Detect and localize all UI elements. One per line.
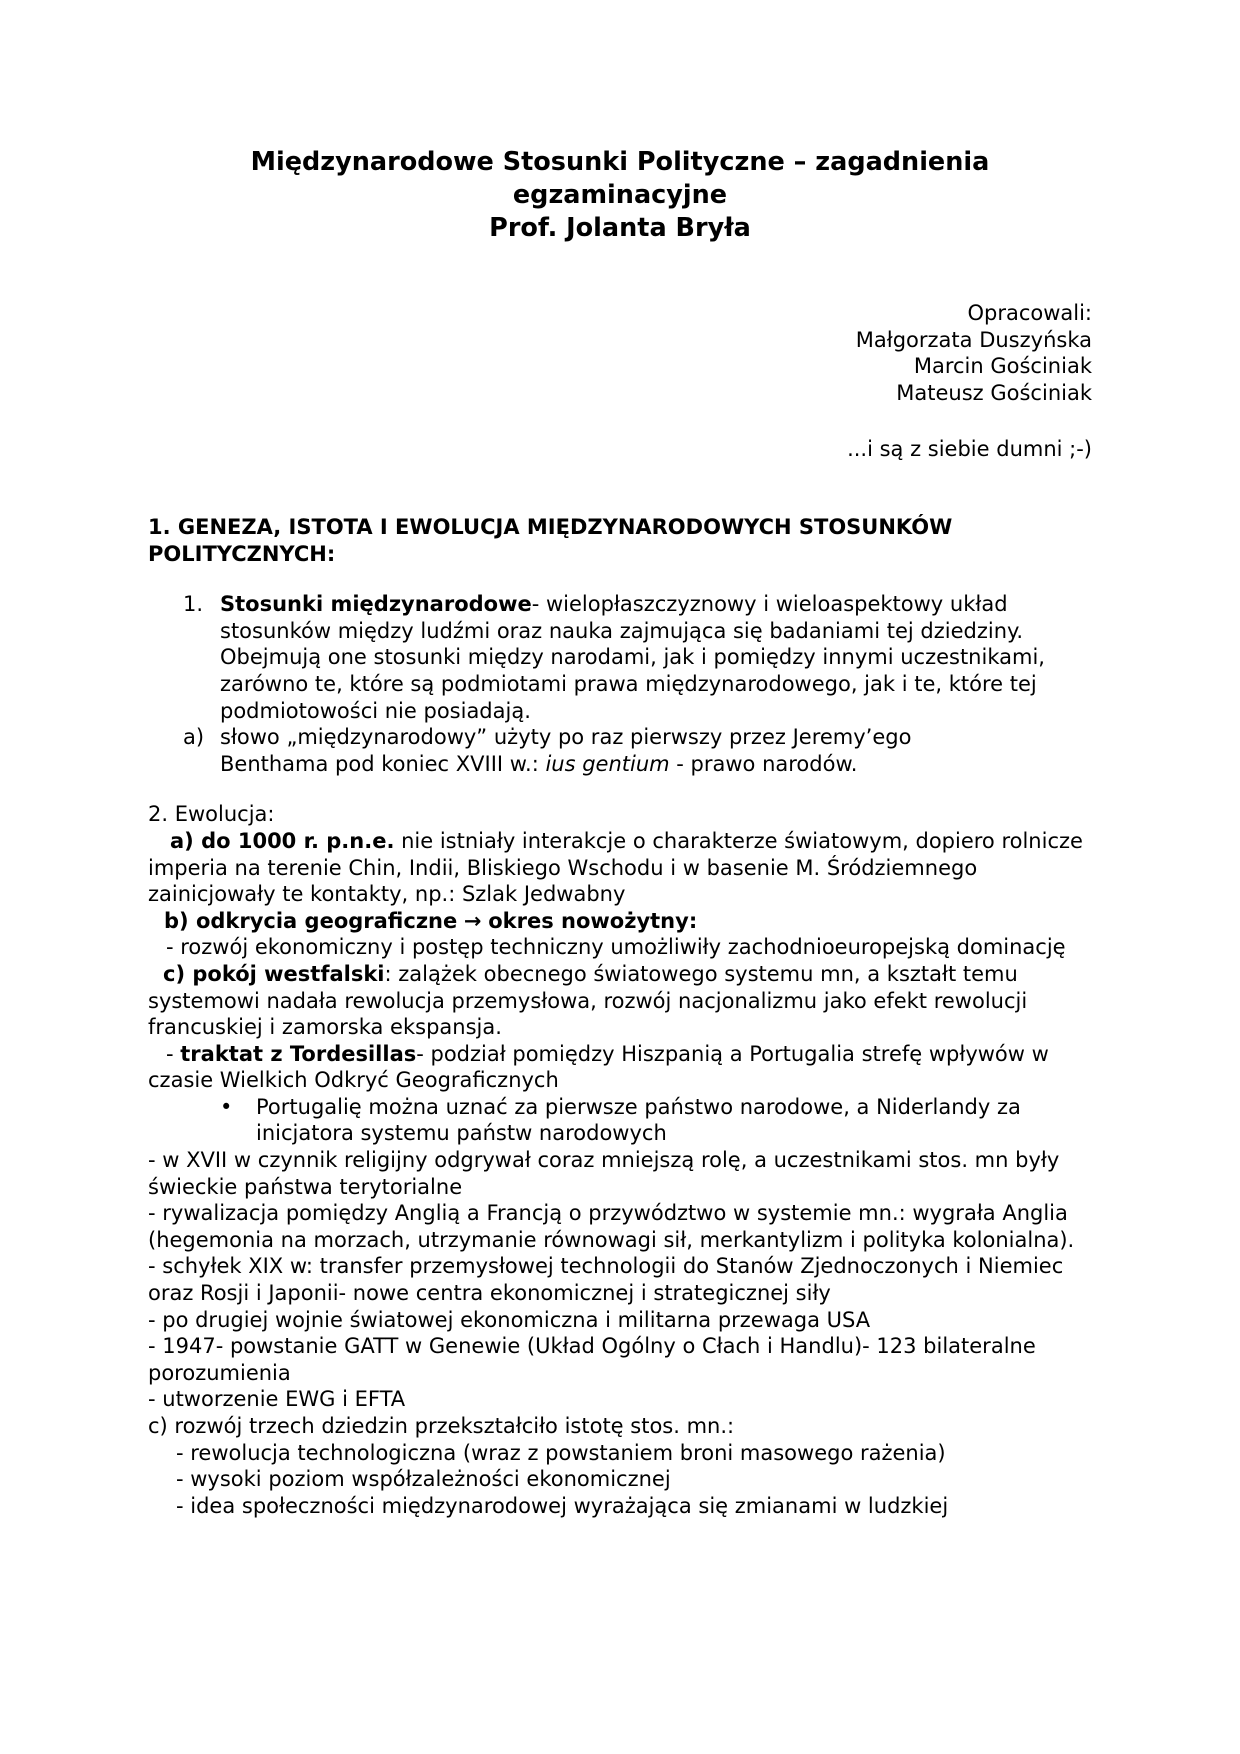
list-item-content (220, 724, 1092, 777)
paragraph-c (148, 961, 1092, 1041)
paragraph-b-label: b) odkrycia geograficzne (164, 908, 458, 933)
note-text: słowo „międzynarodowy” użyty po raz pierwszy przez Jeremy’ego Benthama pod koniec XVIII w.: (220, 725, 912, 776)
paragraph-line: c) rozwój trzech dziedzin przekształciło istotę stos. mn.: (148, 1414, 735, 1438)
paragraph-c-text: : zalążek obecnego światowego systemu mn, a kształt temu systemowi nadała rewolucja przemysłowa, rozwój nacjonalizmu jako efekt rewolucji francuskiej i zamorska ekspansja. (148, 961, 1028, 1040)
latin-term: ius gentium (545, 751, 670, 776)
document-title (150, 146, 1090, 245)
list-item-1 (148, 591, 1092, 724)
section-2-heading: 2. Ewolucja: (148, 802, 275, 827)
paragraph-a-label: a) do 1000 r. p.n.e. (170, 828, 395, 853)
author-name: Małgorzata Duszyńska (855, 327, 1092, 352)
paragraph-line: - 1947- powstanie GATT w Genewie (Układ Ogólny o Cłach i Handlu)- 123 bilateralne porozumienia (148, 1334, 1036, 1385)
tordesillas-text: - podział pomiędzy Hiszpanią a Portugalia strefę wpływów w czasie Wielkich Odkryć Geograficznych (148, 1041, 1049, 1093)
arrow-icon: → (463, 908, 482, 933)
term: Stosunki międzynarodowe (220, 592, 532, 617)
sub-line: - rewolucja technologiczna (wraz z powstaniem broni masowego rażenia) (176, 1440, 946, 1465)
paragraph-b-heading (148, 908, 1092, 935)
author-name: Mateusz Gościniak (896, 380, 1092, 405)
note-tail: - prawo narodów. (669, 751, 858, 776)
list-marker: a) (183, 725, 205, 750)
title-line-2: egzaminacyjne (512, 180, 728, 210)
list-item-a (148, 724, 1092, 777)
paragraph-line: - w XVII w czynnik religijny odgrywał coraz mniejszą rolę, a uczestnikami stos. mn były świeckie państwa terytorialne (148, 1148, 1060, 1199)
paragraph-tordesillas (148, 1041, 1092, 1094)
document-body (148, 514, 1092, 1519)
paragraph-b-body: - rozwój ekonomiczny i postęp techniczny umożliwiły zachodnioeuropejską dominację (166, 935, 1066, 960)
paragraph-line: - utworzenie EWG i EFTA (148, 1387, 406, 1412)
tagline: ...i są z siebie dumni ;-) (847, 437, 1092, 461)
definition: - wielopłaszczyznowy i wieloaspektowy układ stosunków między ludźmi oraz nauka zajmująca się badaniami tej dziedziny. Obejmują one stosunki między narodami, jak i pomiędzy innymi uczestnikami, zarówno te, które są podmiotami prawa międzynarodowego, jak i te, które tej podmiotowości nie posiadają. (220, 592, 1045, 723)
paragraph-b-text (148, 934, 1092, 961)
authors-label: Opracowali: (967, 301, 1092, 325)
paragraph-c-label: c) pokój westfalski (163, 961, 385, 986)
list-marker: 1. (183, 592, 204, 617)
bullet-text: Portugalię można uznać za pierwsze państwo narodowe, a Niderlandy za inicjatora systemu państw narodowych (256, 1094, 1021, 1146)
dash: - (166, 1041, 181, 1066)
section-1-heading (148, 514, 1092, 567)
paragraph-line: - po drugiej wojnie światowej ekonomiczna i militarna przewaga USA (148, 1307, 871, 1332)
bullet-icon: • (220, 1094, 233, 1119)
list-item-content (220, 591, 1092, 724)
sub-line: - wysoki poziom współzależności ekonomicznej (176, 1467, 671, 1492)
paragraph-b-label-2: okres nowożytny: (488, 908, 698, 933)
tordesillas-label: traktat z Tordesillas (180, 1041, 417, 1066)
section-1-heading-line: POLITYCZNYCH: (148, 541, 336, 566)
paragraph-line: - schyłek XIX w: transfer przemysłowej technologii do Stanów Zjednoczonych i Niemiec oraz Rosji i Japonii- nowe centra ekonomicznej i strategicznej siły (148, 1254, 1064, 1306)
title-line-3: Prof. Jolanta Bryła (489, 213, 751, 243)
paragraph-a-text: nie istniały interakcje o charakterze światowym, dopiero rolnicze imperia na terenie Chin, Indii, Bliskiego Wschodu i w basenie M. Śródziemnego zainicjowały te kontakty, np.: Szlak Jedwabny (148, 828, 1083, 907)
title-line-1: Międzynarodowe Stosunki Polityczne – zagadnienia (250, 147, 990, 177)
bullet-item (148, 1094, 1092, 1147)
paragraph-a (148, 828, 1092, 908)
author-name: Marcin Gościniak (913, 354, 1092, 379)
sub-line: - idea społeczności międzynarodowej wyrażająca się zmianami w ludzkiej (176, 1493, 949, 1518)
paragraph-line: - rywalizacja pomiędzy Anglią a Francją o przywództwo w systemie mn.: wygrała Anglia (hegemonia na morzach, utrzymanie równowagi sił, merkantylizm i polityka kolonialna). (148, 1201, 1075, 1252)
section-1-heading-line: 1. GENEZA, ISTOTA I EWOLUCJA MIĘDZYNARODOWYCH STOSUNKÓW (148, 515, 953, 539)
authors-block (856, 300, 1092, 406)
